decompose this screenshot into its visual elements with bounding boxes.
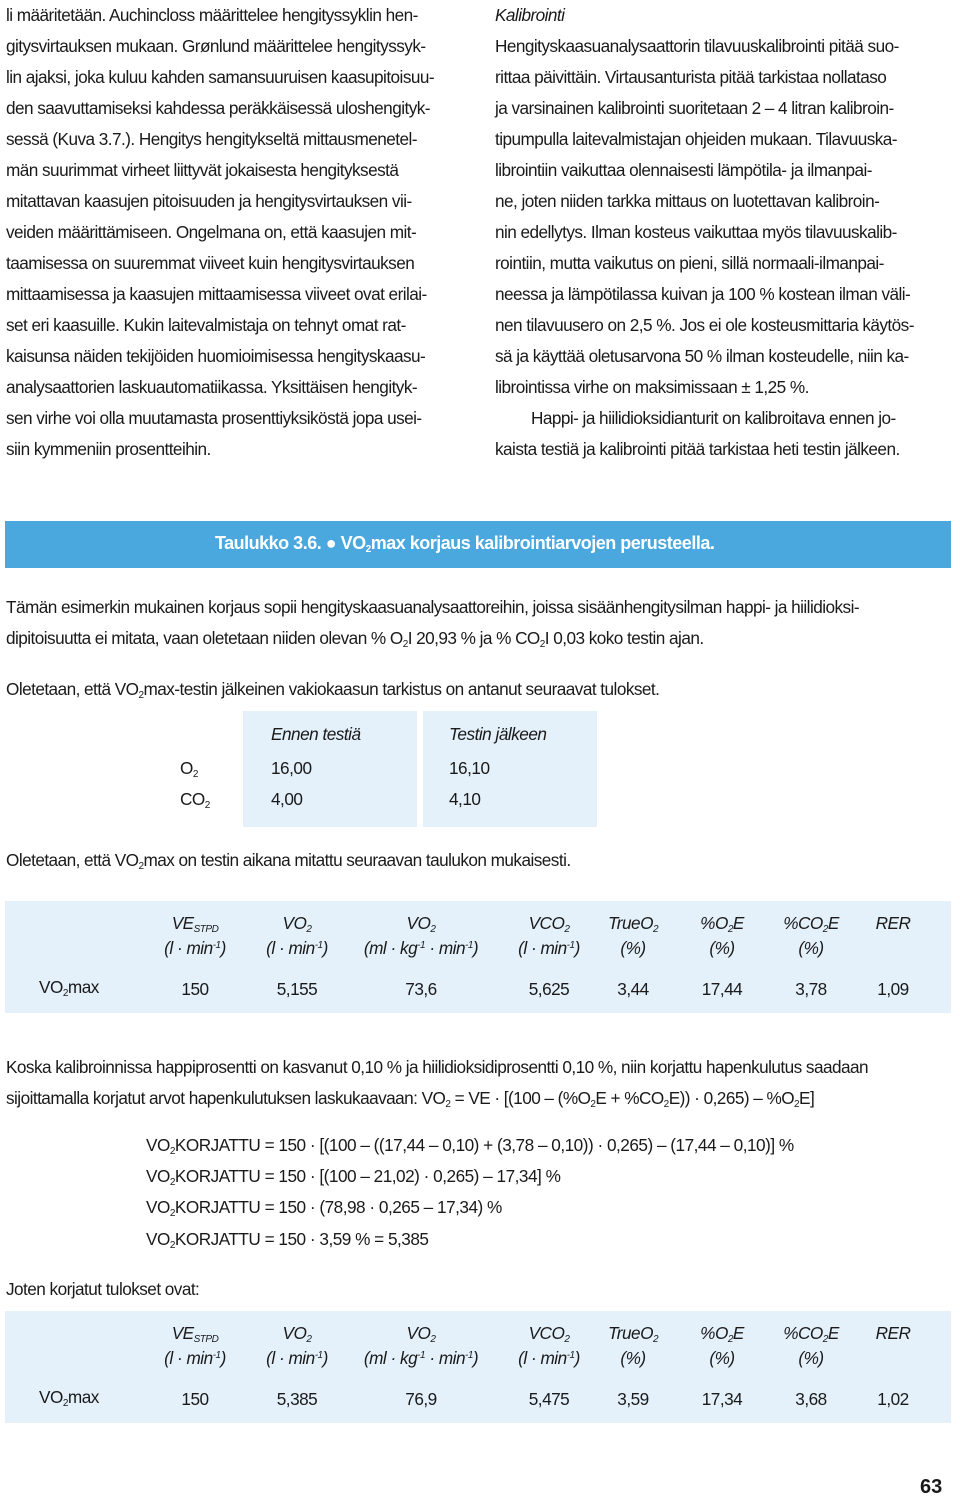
text-line: nin edellytys. Ilman kosteus vaikuttaa myös tilavuuskalib-: [495, 222, 897, 242]
table-cell: 5,155: [276, 979, 318, 999]
table-title: Taulukko 3.6. ● $VO_2\max$ korjaus kalibrointiarvojen perusteella.: [215, 533, 715, 555]
formula-line: $VO_2KORJATTU = 150 \cdot 3,59$ % = 5,385: [146, 1229, 429, 1251]
text-line: nen tilavuusero on 2,5 %. Jos ei ole kosteusmittaria käytös-: [495, 315, 914, 335]
measured-row-label: $VO_2\max$: [39, 977, 99, 999]
gas-header-after: Testin jälkeen: [449, 724, 547, 744]
table-cell: 3,78: [795, 979, 827, 999]
gas-cell: 4,00: [271, 789, 303, 809]
corrected-row-label: $VO_2\max$: [39, 1387, 99, 1409]
corrected-table: [5, 1311, 951, 1423]
text-line: Hengityskaasuanalysaattorin tilavuuskalibrointi pitää suo-: [495, 36, 899, 56]
text-line: analysaattorien laskuautomatiikassa. Yksittäisen hengityk-: [6, 377, 418, 397]
gas-row-label: $CO_2$: [180, 789, 210, 811]
column-header: $VO_2$ $(ml \cdot kg^{-1} \cdot \min^{-1})$: [363, 913, 479, 958]
text-line: mitattavan kaasujen pitoisuuden ja hengitysvirtauksen vii-: [6, 191, 412, 211]
calibration-gas-table: [128, 711, 834, 827]
text-line: siin kymmeniin prosentteihin.: [6, 439, 211, 459]
text-line: li määritetään. Auchincloss määrittelee hengityssyklin hen-: [6, 5, 418, 25]
gas-header-before: Ennen testiä: [271, 724, 361, 744]
table-cell: 17,44: [701, 979, 743, 999]
table-cell: 5,625: [528, 979, 570, 999]
text-line: lin ajaksi, joka kuluu kahden samansuuruisen kaasupitoisuu-: [6, 67, 435, 87]
column-header: $\%CO_2E$ (%): [783, 913, 839, 958]
column-header: $VO_2$ $(l \cdot \min^{-1})$: [266, 1323, 328, 1368]
page-number: 63: [920, 1476, 943, 1498]
column-header: $\%O_2E$ (%): [700, 1323, 744, 1368]
text-line: tipumpulla laitevalmistajan ohjeiden mukaan. Tilavuuska-: [495, 129, 897, 149]
gas-row-label: $O_2$: [180, 758, 198, 780]
text-line: librointiin vaikuttaa olennaisesti lämpötila- ja ilmanpai-: [495, 160, 872, 180]
text-line: taamisessa on suuremmat viiveet kuin hengitysvirtauksen: [6, 253, 415, 273]
table-cell: 150: [181, 979, 209, 999]
gas-cell: 16,00: [271, 758, 312, 778]
column-header: $VE_{STPD}$ $(l \cdot \min^{-1})$: [164, 1323, 226, 1368]
column-header: $VCO_2$ $(l \cdot \min^{-1})$: [518, 913, 580, 958]
table-cell: 150: [181, 1389, 209, 1409]
left-column-text: [6, 0, 464, 465]
text-line: rointiin, mutta vaikutus on pieni, sillä normaali-ilmanpai-: [495, 253, 884, 273]
column-header: $\%O_2E$ (%): [700, 913, 744, 958]
table-cell: 5,385: [276, 1389, 318, 1409]
text-line: män suurimmat virheet liittyvät jokaisesta hengityksestä: [6, 160, 399, 180]
column-header: $VO_2$ $(l \cdot \min^{-1})$: [266, 913, 328, 958]
explanation-paragraph: Koska kalibroinnissa happiprosentti on kasvanut 0,10 % ja hiilidioksidiprosentti 0,10 %, niin korjattu hapenkulutus saadaan sijoittamalla korjatut arvot hapenkulutuksen laskukaavaan: $VO_2$ = VE · $[(100 - (\%O_2E + \%CO_2E)) \cdot 0,265) - \%O_2E$]: [6, 1057, 869, 1110]
formula-line: $VO_2KORJATTU = 150 \cdot (78,98 \cdot 0,265 - 17,34)$ %: [146, 1197, 502, 1219]
measured-table: [5, 901, 951, 1013]
table-cell: 3,68: [795, 1389, 827, 1409]
text-line: neessa ja lämpötilassa kuivan ja 100 % kostean ilman väli-: [495, 284, 911, 304]
text-line: mittaamisessa ja kaasujen mittaamisessa viiveet ovat erilai-: [6, 284, 427, 304]
calibration-heading: Kalibrointi: [495, 5, 565, 25]
column-header: TrueO$_2$ (%): [608, 1323, 658, 1368]
table-cell: 3,44: [617, 979, 649, 999]
text-line: Happi- ja hiilidioksidianturit on kalibroitava ennen jo-: [531, 408, 896, 428]
formula-line: $VO_2KORJATTU = 150 \cdot [(100 - 21,02) \cdot 0,265) - 17,34$] %: [146, 1166, 561, 1188]
column-header: $VO_2$ $(ml \cdot kg^{-1} \cdot \min^{-1})$: [363, 1323, 479, 1368]
column-header: RER: [875, 1323, 911, 1343]
table-cell: 3,59: [617, 1389, 649, 1409]
formula-line: $VO_2KORJATTU = 150 \cdot [(100 - ((17,44 - 0,10) + (3,78 - 0,10)) \cdot 0,265) - (17,44 - 0,10)]$ %: [146, 1135, 794, 1157]
right-column-text: [495, 0, 951, 465]
table-title-bar: [5, 521, 951, 568]
text-line: ja varsinainen kalibrointi suoritetaan 2 – 4 litran kalibroin-: [495, 98, 894, 118]
bullet-icon: ●: [325, 533, 337, 553]
gas-cell: 16,10: [449, 758, 490, 778]
table-cell: 17,34: [701, 1389, 743, 1409]
column-header: $VE_{STPD}$ $(l \cdot \min^{-1})$: [164, 913, 226, 958]
text-line: set eri kaasuille. Kukin laitevalmistaja on tehnyt omat rat-: [6, 315, 406, 335]
text-line: kaisunsa näiden tekijöiden huomioimisessa hengityskaasu-: [6, 346, 426, 366]
corrected-label: Joten korjatut tulokset ovat:: [6, 1279, 200, 1299]
text-line: sessä (Kuva 3.7.). Hengitys hengitykseltä mittausmenetel-: [6, 129, 417, 149]
assumption-1: Oletetaan, että $VO_2\max$-testin jälkeinen vakiokaasun tarkistus on antanut seuraavat tulokset.: [6, 679, 660, 701]
table-cell: 1,09: [877, 979, 909, 999]
column-header: $VCO_2$ $(l \cdot \min^{-1})$: [518, 1323, 580, 1368]
table-cell: 73,6: [405, 979, 437, 999]
column-header: TrueO$_2$ (%): [608, 913, 658, 958]
column-header: $\%CO_2E$ (%): [783, 1323, 839, 1368]
text-line: gitysvirtauksen mukaan. Grønlund määrittelee hengityssyk-: [6, 36, 426, 56]
text-line: sä ja käyttää oletusarvona 50 % ilman kosteudelle, niin ka-: [495, 346, 909, 366]
text-line: veiden määrittämiseen. Ongelmana on, että kaasujen mit-: [6, 222, 417, 242]
intro-paragraph: Tämän esimerkin mukainen korjaus sopii hengityskaasuanalysaattoreihin, joissa sisäänhengitysilman happi- ja hiilidioksi- dipitoisuutta ei mitata, vaan oletetaan niiden olevan % $O_2I$ 20,93 % ja % $CO_2I$ 0,03 koko testin ajan.: [6, 597, 860, 650]
table-cell: 1,02: [877, 1389, 909, 1409]
text-line: librointissa virhe on maksimissaan ± 1,25 %.: [495, 377, 809, 397]
gas-cell: 4,10: [449, 789, 481, 809]
column-header: RER: [875, 913, 911, 933]
text-line: sen virhe voi olla muutamasta prosenttiyksiköstä jopa usei-: [6, 408, 422, 428]
text-line: kaista testiä ja kalibrointi pitää tarkistaa heti testin jälkeen.: [495, 439, 900, 459]
table-cell: 5,475: [528, 1389, 570, 1409]
text-line: ne, joten niiden tarkka mittaus on luotettavan kalibroin-: [495, 191, 880, 211]
text-line: rittaa päivittäin. Virtausanturista pitää tarkistaa nollataso: [495, 67, 887, 87]
assumption-2: Oletetaan, että $VO_2\max$ on testin aikana mitattu seuraavan taulukon mukaisesti.: [6, 850, 571, 872]
table-cell: 76,9: [405, 1389, 437, 1409]
text-line: den saavuttamiseksi kahdessa peräkkäisessä uloshengityk-: [6, 98, 430, 118]
